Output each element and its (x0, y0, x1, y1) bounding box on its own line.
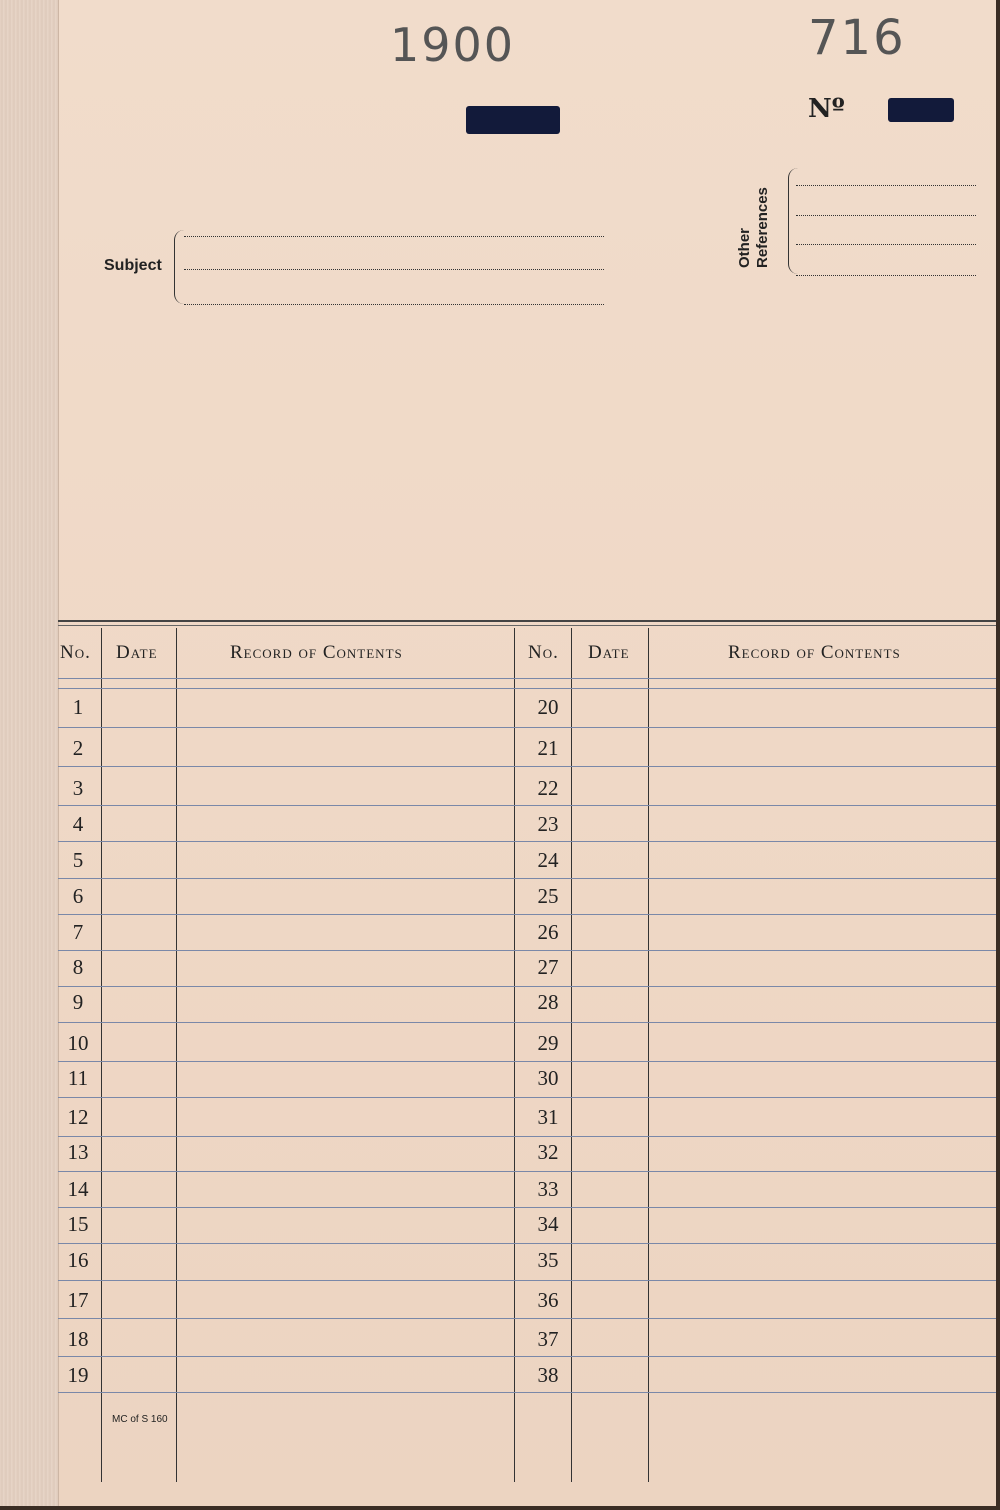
row-number: 22 (537, 776, 559, 800)
header-no-right: No. (528, 642, 559, 663)
header-record-right: Record of Contents (728, 642, 901, 663)
row-rule (58, 1356, 996, 1357)
row-rule (58, 1280, 996, 1281)
row-number: 20 (537, 695, 559, 719)
year-stamp: 1900 (390, 18, 516, 72)
row-number: 2 (72, 736, 84, 760)
redaction-block (466, 106, 560, 134)
row-number: 9 (72, 990, 84, 1014)
column-rule (648, 628, 649, 1482)
table-top-rule (58, 620, 996, 622)
row-rule (58, 914, 996, 915)
row-rule (58, 1318, 996, 1319)
row-number: 6 (72, 884, 84, 908)
column-rule (176, 628, 177, 1482)
row-number: 10 (67, 1031, 89, 1055)
row-number: 16 (67, 1248, 89, 1272)
row-number: 28 (537, 990, 559, 1014)
header-no-left: No. (60, 642, 91, 663)
subject-label: Subject (104, 257, 162, 274)
references-brace (788, 168, 801, 274)
row-rule (58, 678, 996, 679)
row-number: 12 (67, 1105, 89, 1129)
row-rule (58, 688, 996, 689)
row-number: 19 (67, 1363, 89, 1387)
reference-line (796, 215, 976, 216)
row-number: 27 (537, 955, 559, 979)
row-rule (58, 950, 996, 951)
row-number: 17 (67, 1288, 89, 1312)
subject-line (184, 304, 604, 305)
reference-line (796, 185, 976, 186)
row-rule (58, 805, 996, 806)
row-rule (58, 1022, 996, 1023)
row-rule (58, 1136, 996, 1137)
row-rule (58, 727, 996, 728)
other-references-line2: References (754, 187, 771, 268)
redaction-block (888, 98, 954, 122)
row-rule (58, 1392, 996, 1393)
row-number: 37 (537, 1327, 559, 1351)
row-number: 30 (537, 1066, 559, 1090)
row-rule (58, 1243, 996, 1244)
row-number: 38 (537, 1363, 559, 1387)
row-number: 36 (537, 1288, 559, 1312)
row-rule (58, 841, 996, 842)
number-label: Nº (808, 94, 845, 124)
row-rule (58, 1207, 996, 1208)
row-rule (58, 766, 996, 767)
row-rule (58, 1061, 996, 1062)
column-rule (571, 628, 572, 1482)
row-number: 32 (537, 1140, 559, 1164)
row-number: 25 (537, 884, 559, 908)
row-number: 8 (72, 955, 84, 979)
row-number: 35 (537, 1248, 559, 1272)
row-rule (58, 1097, 996, 1098)
row-number: 33 (537, 1177, 559, 1201)
row-number: 23 (537, 812, 559, 836)
row-number: 31 (537, 1105, 559, 1129)
row-rule (58, 1171, 996, 1172)
row-number: 11 (67, 1066, 89, 1090)
header-date-right: Date (588, 642, 630, 663)
header-date-left: Date (116, 642, 158, 663)
column-rule (514, 628, 515, 1482)
subject-line (184, 236, 604, 237)
row-number: 18 (67, 1327, 89, 1351)
other-references-label (736, 158, 772, 268)
table-top-rule (58, 625, 996, 626)
row-number: 24 (537, 848, 559, 872)
row-rule (58, 878, 996, 879)
row-number: 15 (67, 1212, 89, 1236)
row-rule (58, 986, 996, 987)
header-record-left: Record of Contents (230, 642, 403, 663)
row-number: 34 (537, 1212, 559, 1236)
column-rule (101, 628, 102, 1482)
row-number: 5 (72, 848, 84, 872)
row-number: 4 (72, 812, 84, 836)
row-number: 21 (537, 736, 559, 760)
row-number: 1 (72, 695, 84, 719)
row-number: 26 (537, 920, 559, 944)
reference-line (796, 244, 976, 245)
row-number: 29 (537, 1031, 559, 1055)
row-number: 13 (67, 1140, 89, 1164)
reference-line (796, 275, 976, 276)
subject-line (184, 269, 604, 270)
row-number: 7 (72, 920, 84, 944)
form-code: MC of S 160 (112, 1414, 168, 1425)
subject-brace (174, 230, 187, 304)
binding-spine (0, 0, 59, 1506)
row-number: 14 (67, 1177, 89, 1201)
row-number: 3 (72, 776, 84, 800)
other-references-line1: Other (736, 227, 753, 268)
number-stamp: 716 (808, 10, 906, 66)
